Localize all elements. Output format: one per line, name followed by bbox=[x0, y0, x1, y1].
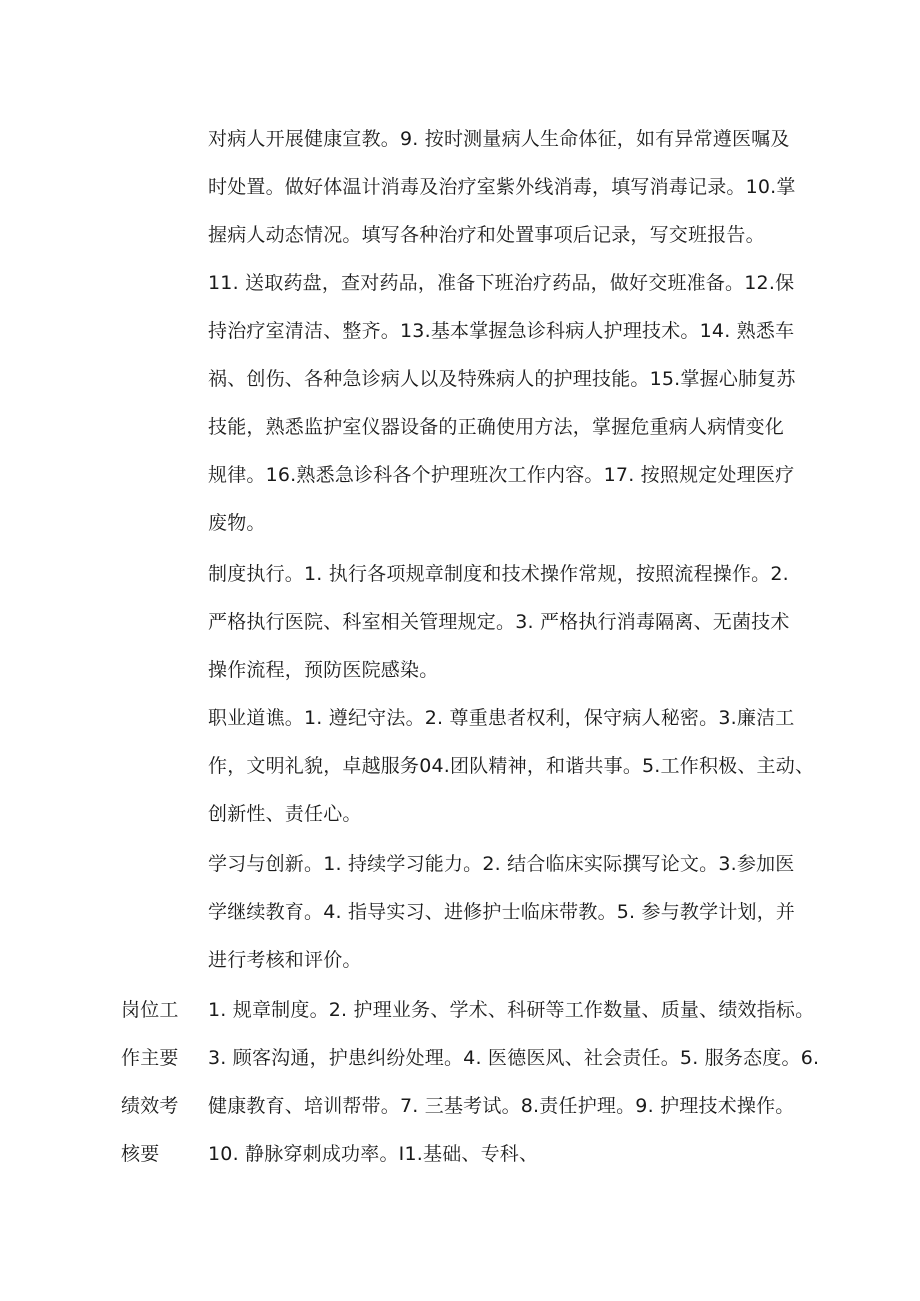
section-content-line: 1. 规章制度。2. 护理业务、学术、科研等工作数量、质量、绩效指标。 bbox=[208, 999, 815, 1021]
section-content-line: 3. 顾客沟通，护患纠纷处理。4. 医德医风、社会责任。5. 服务态度。6. bbox=[208, 1047, 820, 1069]
section-content-line: 10. 静脉穿刺成功率。I1.基础、专科、 bbox=[208, 1143, 539, 1165]
body-line: 学习与创新。1. 持续学习能力。2. 结合临床实际撰写论文。3.参加医 bbox=[208, 853, 795, 875]
body-line: 作，文明礼貌，卓越服务04.团队精神，和谐共事。5.工作积极、主动、 bbox=[208, 755, 815, 777]
body-line: 时处置。做好体温计消毒及治疗室紫外线消毒，填写消毒记录。10.掌 bbox=[208, 176, 796, 198]
body-line: 11. 送取药盘，查对药品，准备下班治疗药品，做好交班准备。12.保 bbox=[208, 272, 795, 294]
body-line: 祸、创伤、各种急诊病人以及特殊病人的护理技能。15.掌握心肺复苏 bbox=[208, 368, 796, 390]
section-label-line: 绩效考 bbox=[121, 1095, 179, 1117]
body-line: 严格执行医院、科室相关管理规定。3. 严格执行消毒隔离、无菌技术 bbox=[208, 611, 790, 633]
body-line: 废物。 bbox=[208, 512, 266, 534]
body-line: 制度执行。1. 执行各项规章制度和技术操作常规，按照流程操作。2. bbox=[208, 563, 789, 585]
body-line: 操作流程，预防医院感染。 bbox=[208, 659, 439, 681]
body-line: 规律。16.熟悉急诊科各个护理班次工作内容。17. 按照规定处理医疗 bbox=[208, 464, 795, 486]
body-line: 创新性、责任心。 bbox=[208, 803, 362, 825]
body-line: 学继续教育。4. 指导实习、进修护士临床带教。5. 参与教学计划，并 bbox=[208, 901, 796, 923]
body-line: 职业道谯。1. 遵纪守法。2. 尊重患者权利，保守病人秘密。3.廉洁工 bbox=[208, 707, 795, 729]
body-line: 持治疗室清洁、整齐。13.基本掌握急诊科病人护理技术。14. 熟悉车 bbox=[208, 320, 795, 342]
body-line: 进行考核和评价。 bbox=[208, 949, 362, 971]
section-label-line: 核要 bbox=[121, 1143, 160, 1165]
section-label-line: 作主要 bbox=[121, 1047, 179, 1069]
section-content-line: 健康教育、培训帮带。7. 三基考试。8.责任护理。9. 护理技术操作。 bbox=[208, 1095, 795, 1117]
body-line: 技能，熟悉监护室仪器设备的正确使用方法，掌握危重病人病情变化 bbox=[208, 416, 785, 438]
body-line: 对病人开展健康宣教。9. 按时测量病人生命体征，如有异常遵医嘱及 bbox=[208, 128, 790, 150]
body-line: 握病人动态情况。填写各种治疗和处置事项后记录，写交班报告。 bbox=[208, 224, 765, 246]
section-label-line: 岗位工 bbox=[121, 999, 179, 1021]
